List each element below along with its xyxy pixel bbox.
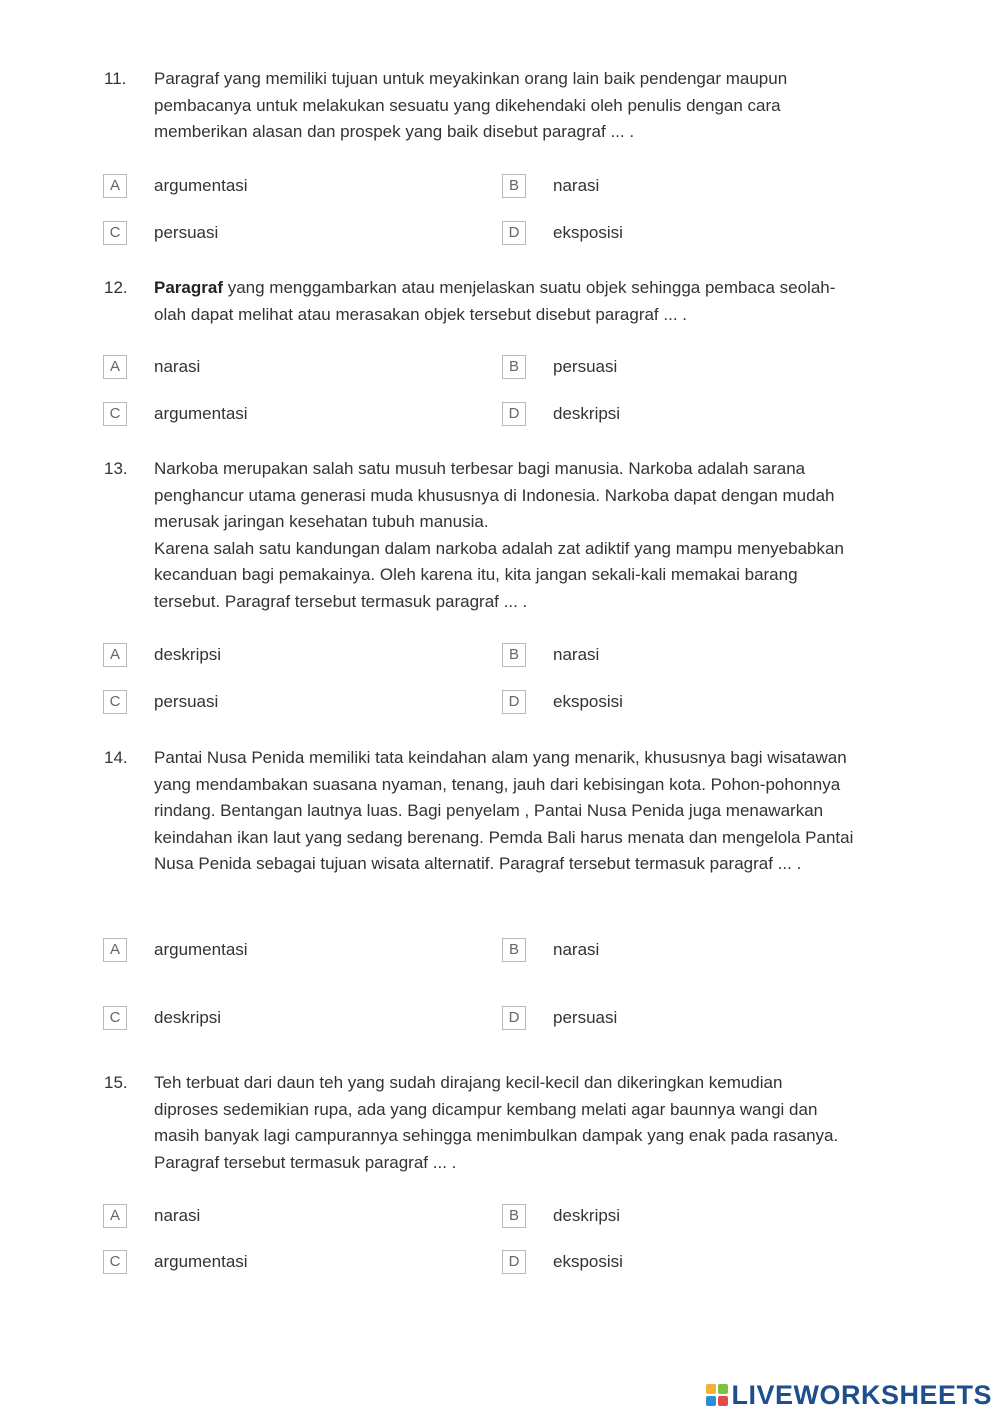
option-text: persuasi: [154, 692, 219, 711]
option-letter-box[interactable]: A: [103, 1204, 127, 1228]
question-line: merusak jaringan kesehatan tubuh manusia.: [154, 512, 489, 531]
question-line: keindahan ikan laut yang sedang berenang. Pemda Bali harus menata dan mengelola Pantai: [154, 827, 854, 847]
question-text: [154, 66, 902, 146]
logo-square: [706, 1384, 716, 1394]
option-letter-box[interactable]: B: [502, 174, 526, 198]
logo-square: [706, 1396, 716, 1406]
option-text: eksposisi: [553, 692, 623, 711]
option-letter-box[interactable]: C: [103, 1250, 127, 1274]
question-text: [154, 1070, 902, 1176]
option-text: persuasi: [553, 357, 618, 376]
question-line: Karena salah satu kandungan dalam narkoba adalah zat adiktif yang mampu menyebabkan: [154, 538, 844, 558]
question-line: olah dapat melihat atau merasakan objek tersebut disebut paragraf ... .: [154, 304, 687, 324]
question-line: rindang. Bentangan lautnya luas. Bagi penyelam , Pantai Nusa Penida juga menawarkan: [154, 801, 824, 820]
option-letter-box[interactable]: B: [502, 1204, 526, 1228]
option-text: narasi: [154, 1206, 201, 1225]
question-line: yang mendambakan suasana nyaman, tenang, jauh dari kebisingan kota. Pohon-pohonnya: [154, 774, 841, 794]
option-text: argumentasi: [154, 404, 248, 423]
option-letter-box[interactable]: A: [103, 938, 127, 962]
logo-square: [718, 1384, 728, 1394]
question-text: [154, 456, 902, 615]
liveworksheets-logo: [706, 1380, 992, 1410]
question-line: [154, 275, 902, 302]
option-text: narasi: [553, 940, 600, 959]
question-line: pembacanya untuk melakukan sesuatu yang dikehendaki oleh penulis dengan cara: [154, 95, 781, 115]
option-letter-box[interactable]: D: [502, 402, 526, 426]
logo-square: [718, 1396, 728, 1406]
option-letter-box[interactable]: B: [502, 643, 526, 667]
question-line: kecanduan bagi pemakainya. Oleh karena itu, kita jangan sekali-kali memakai barang: [154, 565, 798, 584]
option-text: narasi: [553, 176, 600, 195]
bold-keyword: Paragraf: [154, 278, 223, 297]
question-line: Pantai Nusa Penida memiliki tata keindahan alam yang menarik, khususnya bagi wisatawan: [154, 748, 847, 767]
question-line: diproses sedemikian rupa, ada yang dicampur kembang melati agar baunnya wangi dan: [154, 1099, 818, 1119]
option-letter-box[interactable]: B: [502, 355, 526, 379]
option-text: narasi: [154, 357, 201, 376]
question-number: 14.: [104, 748, 128, 767]
option-text: eksposisi: [553, 1252, 623, 1271]
option-text: argumentasi: [154, 1252, 248, 1271]
logo-text: LIVEWORKSHEETS: [731, 1379, 992, 1410]
question-text: [154, 275, 902, 328]
question-number: 12.: [104, 278, 128, 297]
question-line: penghancur utama generasi muda khususnya di Indonesia. Narkoba dapat dengan mudah: [154, 485, 835, 505]
question-line: masih banyak lagi campurannya sehingga menimbulkan dampak yang enak pada rasanya.: [154, 1126, 839, 1145]
option-letter-box[interactable]: A: [103, 174, 127, 198]
logo-grid-icon: [706, 1384, 728, 1406]
question-line: Nusa Penida sebagai tujuan wisata alternatif. Paragraf tersebut termasuk paragraf ... .: [154, 854, 802, 873]
option-letter-box[interactable]: A: [103, 643, 127, 667]
option-text: deskripsi: [553, 404, 621, 423]
question-line: memberikan alasan dan prospek yang baik disebut paragraf ... .: [154, 122, 635, 141]
option-text: argumentasi: [154, 940, 248, 959]
option-text: deskripsi: [154, 645, 222, 664]
option-text: deskripsi: [553, 1206, 621, 1225]
option-letter-box[interactable]: C: [103, 1006, 127, 1030]
question-line: tersebut. Paragraf tersebut termasuk paragraf ... .: [154, 591, 528, 611]
option-letter-box[interactable]: C: [103, 402, 127, 426]
question-line-rest: yang menggambarkan atau menjelaskan suatu objek sehingga pembaca seolah-: [222, 278, 836, 297]
question-line: Paragraf yang memiliki tujuan untuk meyakinkan orang lain baik pendengar maupun: [154, 69, 788, 88]
option-letter-box[interactable]: C: [103, 690, 127, 714]
option-text: eksposisi: [553, 223, 623, 242]
option-letter-box[interactable]: A: [103, 355, 127, 379]
option-letter-box[interactable]: D: [502, 221, 526, 245]
option-letter-box[interactable]: D: [502, 690, 526, 714]
option-letter-box[interactable]: D: [502, 1006, 526, 1030]
option-text: deskripsi: [154, 1008, 222, 1027]
question-line: Paragraf tersebut termasuk paragraf ... .: [154, 1152, 457, 1172]
question-number: 15.: [104, 1073, 128, 1092]
option-text: narasi: [553, 645, 600, 664]
question-number: 11.: [104, 69, 127, 88]
option-text: persuasi: [553, 1008, 618, 1027]
question-line: Teh terbuat dari daun teh yang sudah dirajang kecil-kecil dan dikeringkan kemudian: [154, 1073, 783, 1092]
option-letter-box[interactable]: B: [502, 938, 526, 962]
question-number: 13.: [104, 459, 128, 478]
option-text: argumentasi: [154, 176, 248, 195]
option-letter-box[interactable]: C: [103, 221, 127, 245]
option-letter-box[interactable]: D: [502, 1250, 526, 1274]
question-text: [154, 745, 902, 878]
question-line: Narkoba merupakan salah satu musuh terbesar bagi manusia. Narkoba adalah sarana: [154, 459, 806, 478]
option-text: persuasi: [154, 223, 219, 242]
